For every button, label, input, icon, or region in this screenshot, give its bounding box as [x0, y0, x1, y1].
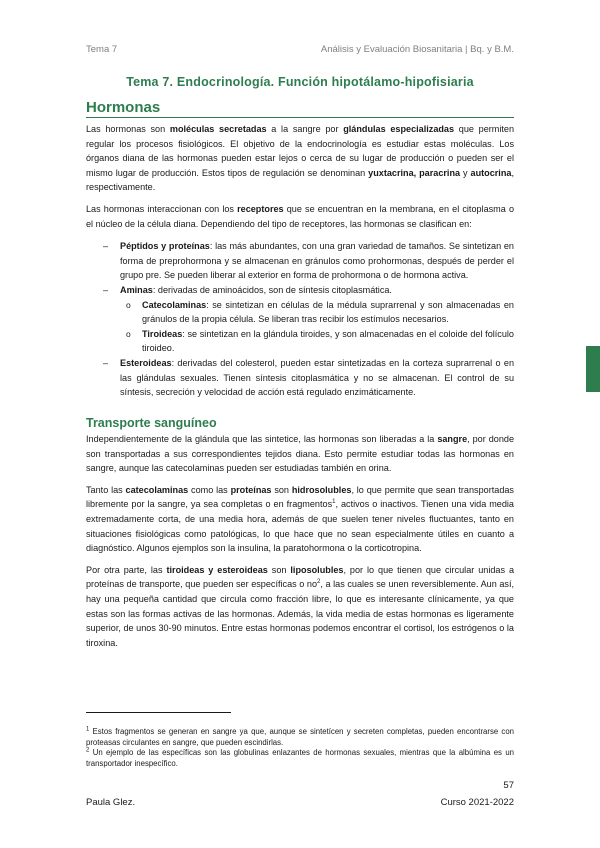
hormone-types-list [86, 239, 514, 400]
footnote-ref-1[interactable]: 1 [332, 499, 336, 506]
footer-author: Paula Glez. [86, 797, 136, 808]
section-heading-transporte: Transporte sanguíneo [86, 416, 217, 430]
list-item-peptidos: – Péptidos y proteínas: las más abundantes, con una gran variedad de tamaños. Se sintetizan en forma de preprohormona y se almacenan en gránulos como prohormonas, después de perder el grupo pre. Se pueden liberar al exterior en forma de prohormona o de hormona activa. [120, 239, 514, 283]
paragraph-hidrosolubles: Tanto las catecolaminas como las proteínas son hidrosolubles, lo que permite que sean transportadas libremente por la sangre, ya sea completas o en fragmentos$^1$, activos o inactivos. Tienen una vida media extremadamente corta, de una media hora, además de que suelen tener niveles fluctuantes, tanto en situaciones fisiológicas como patológicas, lo que hace que no sean especialmente útiles en cuanto a diagnóstico. Algunos ejemplos son la insulina, la paratohormona o la corticotropina. [86, 484, 514, 554]
section-hormonas [86, 99, 514, 400]
paragraph-liposolubles: Por otra parte, las tiroideas y esteroideas son liposolubles, por lo que tienen que circular unidas a proteínas de transporte, que pueden ser específicas o $no^2$, a las cuales se unen reversiblemente. Aun así, hay una pequeña cantidad que circula como fracción libre, lo que es interesante clínicamente, ya que estas son las formas activas de las hormonas. Además, la vida media de estas hormonas es ligeramente superior, de unos 30-90 minutos. Entre estas hormonas podemos encontrar el cortisol, los estrógenos o la tiroxina. [86, 564, 515, 648]
footer-course: Curso 2021-2022 [440, 797, 514, 808]
header-topic: Tema 7 [86, 44, 118, 55]
header-subject: Análisis y Evaluación Biosanitaria | Bq. y B.M. [320, 44, 514, 55]
footnote-ref-2[interactable]: 2 [317, 579, 321, 586]
aminas-sublist [120, 298, 514, 356]
page-title: Tema 7. Endocrinología. Función hipotálamo-hipofisiaria [126, 75, 474, 89]
list-item-aminas: – Aminas: derivadas de aminoácidos, son de síntesis citoplasmática. o Catecolaminas: se sintetizan en células de la médula suprarrenal y son almacenadas en gránulos de la propia célula. Se liberan tras recibir los estímulos necesarios. o Tiroideas: se sintetizan en la glándula tiroides, y son almacenadas en el coloide del folículo tiroideo. [120, 283, 514, 356]
footnote-1: $^1$ Estos fragmentos se generan en sangre ya que, aunque se sintetícen y secreten completas, pueden encontrarse con proteasas circulantes en sangre, que pueden escindirlas. [86, 726, 514, 747]
section-heading-hormonas: Hormonas [86, 99, 514, 118]
list-item-catecolaminas: o Catecolaminas: se sintetizan en células de la médula suprarrenal y son almacenadas en gránulos de la propia célula. Se liberan tras recibir los estímulos necesarios. [142, 298, 514, 327]
paragraph-transporte-sangre: Independientemente de la glándula que las sintetice, las hormonas son liberadas a la sangre, por donde son transportadas a sus correspondientes tejidos diana. Esto permite estudiar todas las hormonas en sangre, aunque las catecolaminas pueden ser estudiadas también en orina. [86, 434, 514, 474]
footnote-2: $^2$ Un ejemplo de las específicas son las globulinas enlazantes de hormonas sexuales, mientras que la albúmina es un transportador inespecífico. [86, 747, 514, 768]
paragraph-receptores: Las hormonas interaccionan con los receptores que se encuentran en la membrana, en el citoplasma o el núcleo de la célula diana. Dependiendo del tipo de receptores, las hormonas se clasifican en: [86, 203, 514, 229]
footnotes [86, 727, 514, 769]
list-item-tiroideas: o Tiroideas: se sintetizan en la glándula tiroides, y son almacenadas en el coloide del folículo tiroideo. [142, 327, 514, 356]
footnote-divider [86, 712, 231, 713]
paragraph-hormonas-definition: Las hormonas son moléculas secretadas a la sangre por glándulas especializadas que permiten regular los procesos fisiológicos. El objetivo de la endocrinología es estudiar estas moléculas. Los órganos diana de las hormonas pueden estar lejos o cerca de su lugar de producción o pueden ser el mismo lugar de producción. Estos tipos de regulación se denominan yuxtacrina, paracrina y autocrina, respectivamente. [86, 124, 515, 193]
side-tab-marker [586, 346, 600, 392]
section-transporte [86, 416, 514, 650]
list-item-esteroideas: – Esteroideas: derivadas del colesterol, pueden estar sintetizadas en la corteza suprarrenal o en las glándulas sexuales. Tienen síntesis citoplasmática y no se almacenan. El control de su síntesis, secreción y velocidad de acción está regulado enzimáticamente. [120, 356, 514, 400]
page-number: 57 [503, 780, 514, 791]
